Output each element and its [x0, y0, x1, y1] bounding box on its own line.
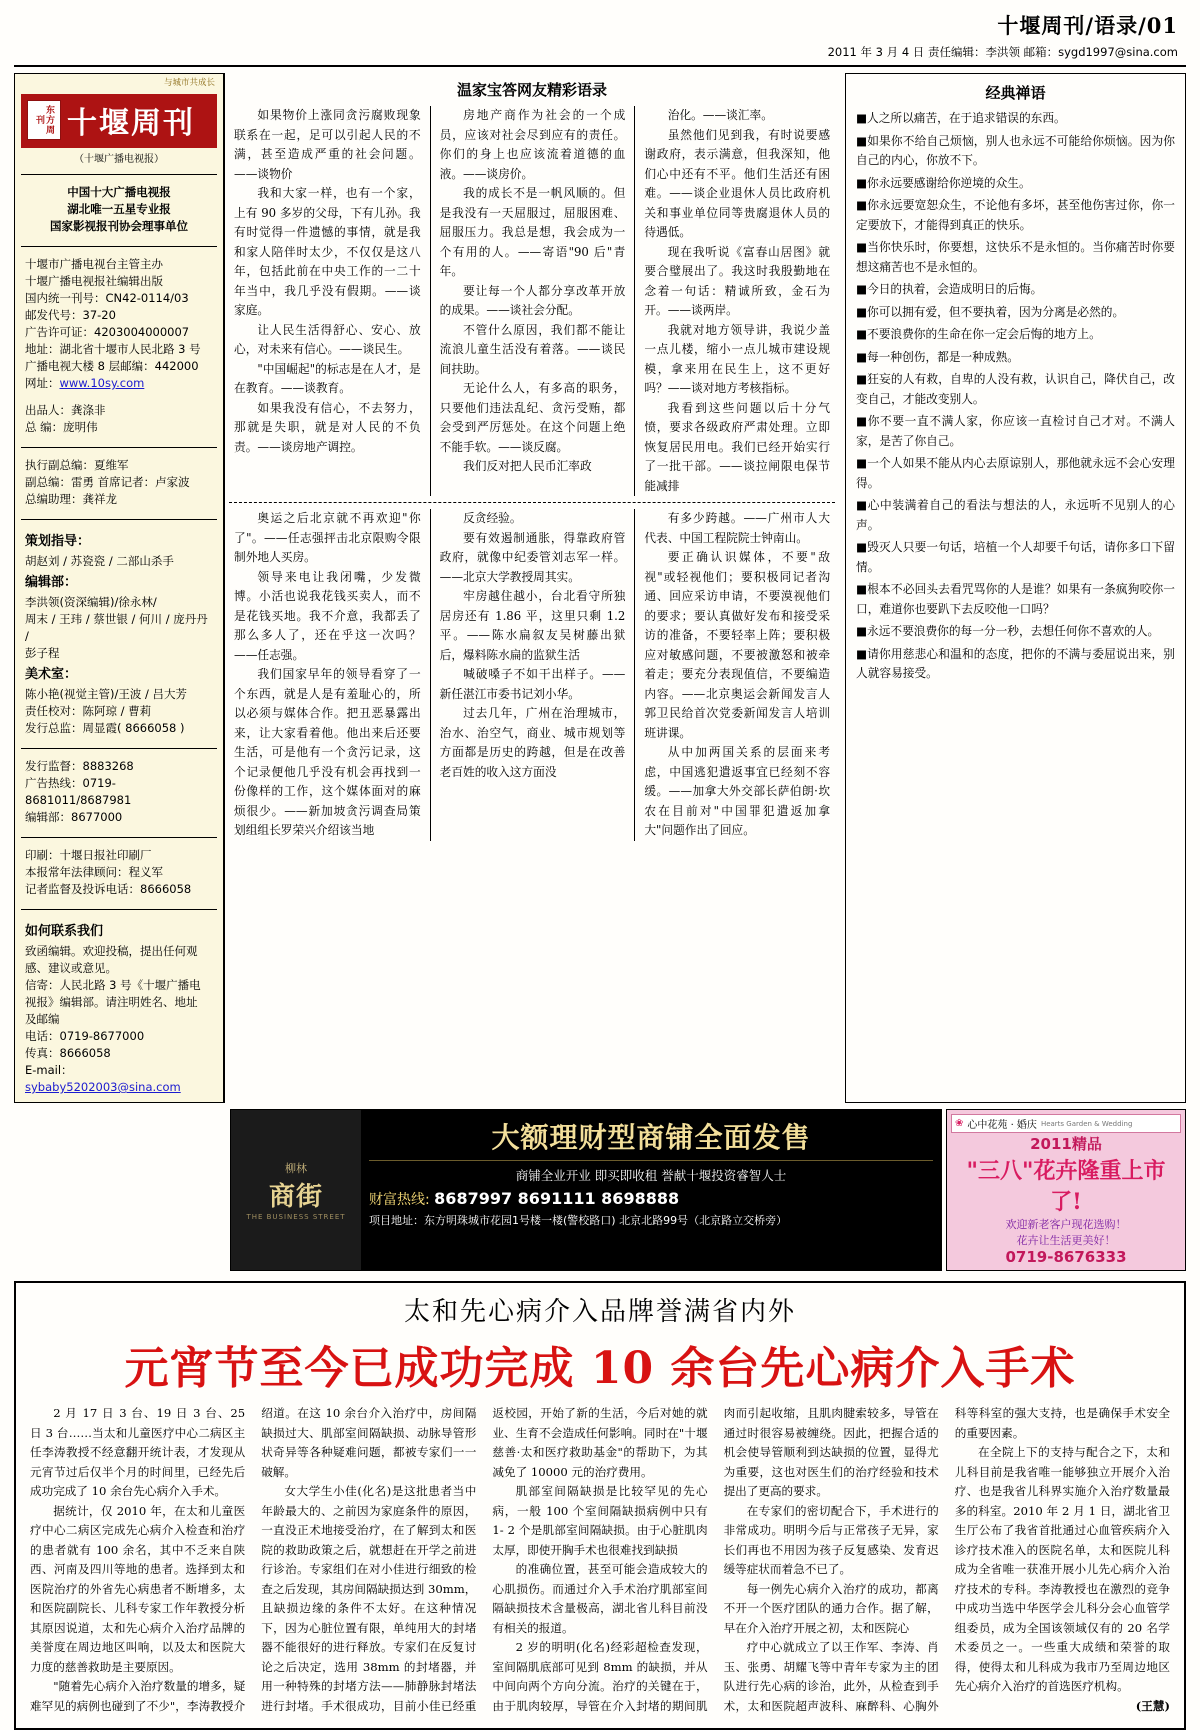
planning-title: 策划指导：: [25, 534, 91, 549]
info-line: 本报常年法律顾问：程义军: [25, 865, 163, 879]
main-grid: [14, 73, 1186, 1103]
info-line: 周末 / 王玮 / 蔡世银 / 何川 / 庞丹丹 /: [25, 612, 208, 643]
willow-address: 项目地址：东方明珠城市花园1号楼一楼(警校路口) 北京北路99号（北京路立交桥旁）: [369, 1214, 788, 1227]
zen-item: ■今日的执着，会造成明日的后悔。: [856, 282, 1043, 296]
info-line: 记者监督及投诉电话：8666058: [25, 882, 192, 896]
email-link[interactable]: sybaby5202003@sina.com: [25, 1080, 181, 1094]
zen-item: ■你永远要宽恕众生，不论他有多坏，甚至他伤害过你，你一定要放下，才能得到真正的快乐。: [856, 198, 1175, 232]
quotes-column-3: [634, 509, 839, 841]
paragraph: 治化。——谈汇率。: [667, 108, 773, 122]
website-line: 网址：www.10sy.com: [25, 376, 145, 390]
willow-brand-top: 柳林: [285, 1161, 307, 1175]
divider: [21, 837, 217, 838]
quotes-column-2: [430, 509, 635, 841]
paragraph: 牢房越住越小，台北看守所独居房还有 1.86 平，这里只剩 1.2 平。——陈水扁叙友吴树藤出狱后，爆料陈水扁的监狱生活: [439, 589, 626, 662]
zen-item: ■狂妄的人有救，自卑的人没有救，认识自己，降伏自己，改变自己，才能改变别人。: [856, 372, 1175, 406]
paragraph: 喊破嗓子不如干出样子。——新任湛江市委书记刘小华。: [439, 667, 626, 701]
zen-item: ■一个人如果不能从内心去原谅别人，那他就永远不会心安理得。: [856, 456, 1175, 490]
willow-hotline: 财富热线: 8687997 8691111 8698888: [369, 1189, 680, 1208]
willow-brand-main: 商街: [268, 1181, 323, 1212]
distribution-info: [15, 754, 223, 832]
article-column-2: [430, 106, 635, 496]
paragraph: 有多少跨越。——广州市人大代表、中国工程院院士钟南山。: [644, 511, 831, 545]
logo-name: 十堰周刊: [67, 106, 195, 141]
paragraph: 我们反对把人民币汇率政: [463, 459, 592, 473]
article-area: [224, 73, 839, 1103]
zen-column: [845, 73, 1186, 1103]
info-line: 副总编：雷勇 首席记者：卢家波: [25, 475, 190, 489]
paragraph: 2 月 17 日 3 台、19 日 3 台、25 日 3 台……当太和儿童医疗中心二病区主任李涛教授不经意翻开统计表，才发现从元宵节过后仅半个月的时间里，已经先后成功完成了 10 余台先心病介入手术。: [30, 1406, 246, 1498]
divider: [21, 447, 217, 448]
info-line: 陈小艳(视觉主管)/王波 / 吕大芳: [25, 687, 188, 701]
award-item: 湖北唯一五星专业报: [67, 202, 171, 216]
divider: [21, 519, 217, 520]
divider: [21, 748, 217, 749]
willow-subheadline: 商铺全业开业 即买即收租 誉献十堰投资睿智人士: [369, 1160, 933, 1184]
article-column-1: [225, 106, 430, 496]
flower-line-2: 花卉让生活更美好！: [1016, 1234, 1116, 1247]
info-line: 邮发代号：37-20: [25, 308, 116, 322]
award-item: 中国十大广播电视报: [67, 185, 171, 199]
zen-item: ■心中装满着自己的看法与想法的人，永远听不见别人的心声。: [856, 498, 1175, 532]
article-title: 温家宝答网友精彩语录: [456, 81, 607, 99]
flower-headline: "三八"花卉隆重上市了!: [966, 1158, 1166, 1215]
header-separator: /: [1085, 13, 1095, 38]
feature-article: [14, 1281, 1186, 1730]
paragraph: 过去几年，广州在治理城市，治水、治空气，商业、城市规划等方面都是历史的跨越，但是在改善老百姓的收入这方面没: [439, 706, 626, 779]
flower-shop-name-en: Hearts Garden & Wedding: [1040, 1119, 1133, 1128]
logo-seal: 东方周刊: [27, 100, 61, 140]
paragraph: 我的成长不是一帆风顺的。但是我没有一天屈服过，屈服困难、屈服压力。我总是想，我会成为一个有用的人。——寄语"90 后"青年。: [439, 186, 626, 278]
zen-list: [846, 109, 1185, 695]
paragraph: 房地产商作为社会的一个成员，应该对社会尽到应有的责任。你们的身上也应该流着道德的血液。——谈房价。: [439, 108, 626, 181]
paragraph: 领导来电让我闭嘴，少发微博。小活也说我花钱买卖人，而不是花钱买地。我不介意，我都丢了那么多人了，还在乎这一次吗？——任志强。: [234, 569, 421, 662]
willow-brand-block: [231, 1110, 361, 1270]
zen-item: ■如果你不给自己烦恼，别人也永远不可能给你烦恼。因为你自己的内心，你放不下。: [856, 133, 1175, 167]
paragraph: 反贪经验。: [463, 511, 522, 525]
zen-item: ■永远不要浪费你的每一分一秒，去想任何你不喜欢的人。: [856, 624, 1160, 638]
header-byline: 2011 年 3 月 4 日 责任编辑：李洪领 邮箱：sygd1997@sina.com: [827, 45, 1178, 59]
paragraph: 如果我没有信心，不去努力，那就是失职，就是对人民的不负责。——谈房地产调控。: [234, 400, 421, 454]
paragraph: 疗中心就成立了以王作军、李涛、肖玉、张勇、胡耀飞等中青年专家为主的团队进行先心病的诊治，此外，从检查到手术，太和医院超声波科、麻醉科、心胸外科等科室的强大支持，也是确保手术安全的重要因素。: [723, 1406, 1170, 1713]
paragraph: 每一例先心病介入治疗的成功，都离不开一个医疗团队的通力合作。据了解，早在介入治疗开展之初，太和医院心: [723, 1581, 939, 1635]
info-line: 出品人：龚涤非: [25, 403, 106, 417]
info-line: 总 编：庞明伟: [25, 420, 98, 434]
divider: [21, 174, 217, 175]
feature-headline: 元宵节至今已成功完成 10 余台先心病介入手术: [124, 1343, 1076, 1394]
quotes-column-1: [225, 509, 430, 841]
page-header: [14, 0, 1186, 42]
info-line: 发行总监：周显霞( 8666058 ): [25, 721, 185, 735]
zen-item: ■人之所以痛苦，在于追求错误的东西。: [856, 111, 1066, 125]
info-line: 发行监督：8883268: [25, 759, 134, 773]
willow-hotline-number: 8687997 8691111 8698888: [434, 1189, 680, 1208]
flower-phone: 0719-8676333: [1005, 1248, 1127, 1266]
header-rule: [14, 65, 1186, 67]
info-line: 责任校对：陈阿琼 / 曹莉: [25, 704, 152, 718]
info-line: 广告热线：0719-8681011/8687981: [25, 776, 132, 807]
paper-logo: [21, 94, 217, 148]
header-paper-name: 十堰周刊: [997, 13, 1086, 38]
zen-item: ■毁灭人只要一句话，培植一个人却要千句话，请你多口下留情。: [856, 540, 1175, 574]
paragraph: 我和大家一样，也有一个家，上有 90 多岁的父母，下有儿孙。我有时觉得一件遗憾的事情，就是我和家人陪伴时太少，不仅仅是这八年，包括此前在中央工作的一二十年当中，我几乎没有假期。——谈家庭。: [234, 186, 421, 317]
awards-list: [15, 180, 223, 241]
art-title: 美术室：: [25, 667, 78, 682]
flower-icon: ❀: [955, 1118, 964, 1129]
contact-section: [15, 915, 223, 1102]
willow-business-street-ad[interactable]: [230, 1109, 942, 1271]
divider: [21, 909, 217, 910]
zen-item: ■根本不必回头去看咒骂你的人是谁？如果有一条疯狗咬你一口，难道你也要趴下去反咬他一口吗？: [856, 582, 1175, 616]
paragraph: 我就对地方领导讲，我说少盖一点儿楼，缩小一点儿城市建设规模，拿来用在民生上，这不更好吗？——谈对地方考核指标。: [644, 322, 831, 395]
paragraph: 据统计，仅 2010 年，在太和儿童医疗中心二病区完成先心病介入检查和治疗的患者就有 100 余名，其中不乏来自陕西、河南及四川等地的患者。选择到太和医院治疗的外省先心病患者不断增多，太和医院副院长、儿科专家工作年教授分析其原因说道，太和先心病介入治疗品牌的美誉度在周边地区叫响，以及太和医院大力度的慈善救助是主要原因。: [30, 1503, 246, 1674]
article-column-3: [634, 106, 839, 496]
paragraph: 要正确认识媒体，不要"敌视"或轻视他们；要积极同记者沟通、回应采访申请，不要漠视他们的要求；要认真做好发布和接受采访的准备，不要轻率上阵；要积极应对敏感问题，不要被激怒和被牵着走；要充分表现值信，不要编造内容。——北京奥运会新闻发言人郭卫民给首次党委新闻发言人培训班讲课。: [644, 550, 831, 740]
willow-ad-content: [361, 1110, 941, 1270]
section-divider: [229, 502, 835, 503]
paragraph: "中国崛起"的标志是在人才，是在教育。——谈教育。: [234, 361, 421, 395]
editorial-leadership: [15, 453, 223, 514]
info-line: 胡赵刘 / 苏瓷瓷 / 二部山杀手: [25, 554, 174, 568]
paragraph: 让人民生活得舒心、安心、放心，对未来有信心。——谈民生。: [234, 322, 421, 356]
info-line: 及邮编: [25, 1012, 60, 1026]
info-line: 彭子程: [25, 646, 60, 660]
flower-shop-name: 心中花苑 · 婚庆: [967, 1120, 1037, 1131]
paragraph: 如果物价上涨同贪污腐败现象联系在一起，足可以引起人民的不满，甚至造成严重的社会问题。——谈物价: [234, 108, 421, 181]
paragraph: 从中加两国关系的层面来考虑，中国逃犯遣返事宜已经刻不容缓。——加拿大外交部长萨伯朗·坎农在目前对"中国罪犯遣返加拿大"问题作出了回应。: [644, 745, 831, 837]
paragraph: 在全院上下的支持与配合之下，太和儿科目前是我省唯一能够独立开展介入治疗、也是我省儿科界实施介入治疗数量最多的科室。2010 年 2 月 1 日，湖北省卫生厅公布了我省首批通过心血管疾病介入诊疗技术准入的医院名单，太和医院儿科成为全省唯一获准开展小儿先心病介入治疗技术的专科。李涛教授也在激烈的竞争中成功当选中华医学会儿科分会心血管学组委员，成为全国该领域仅有的 20 名学术委员之一。一些重大成绩和荣誉的取得，使得太和儿科成为我市乃至周边地区先心病介入治疗的首选医疗机构。: [954, 1445, 1170, 1693]
flower-shop-header: [951, 1114, 1181, 1133]
zen-item: ■你可以拥有爱，但不要执着，因为分离是必然的。: [856, 304, 1125, 319]
zen-title: 经典禅语: [985, 84, 1046, 102]
planning-section: [15, 525, 223, 743]
paragraph: 要让每一个人都分享改革开放的成果。——谈社会分配。: [439, 283, 626, 317]
flower-year: 2011精品: [1030, 1135, 1102, 1153]
feature-body: [30, 1404, 1170, 1716]
paragraph: 不管什么原因，我们都不能让流浪儿童生活没有着落。——谈民间扶助。: [439, 322, 626, 376]
paragraph: 要有效遏制通胀，得靠政府管政府，就像中纪委管刘志军一样。——北京大学教授周其实。: [439, 530, 626, 584]
info-line: 电话：0719-8677000: [25, 1029, 145, 1043]
zen-box: [845, 73, 1186, 1103]
flower-shop-ad[interactable]: [946, 1109, 1186, 1271]
info-line: 致函编辑。欢迎投稿，提出任何观: [25, 944, 198, 958]
paragraph: 奥运之后北京就不再欢迎"你了"。——任志强抨击北京限购令限制外地人买房。: [234, 511, 421, 564]
info-line: 国内统一刊号：CN42-0114/03: [25, 291, 189, 305]
info-line: 广播电视大楼 8 层邮编：442000: [25, 359, 199, 373]
header-section: 语录: [1094, 13, 1139, 38]
paragraph: "随着先心病介入治疗数量的增多，疑难罕见的病例也碰到了不少"，李涛教授介绍道。在这 10 余台介入治疗中，房间隔缺损过大、肌部室间隔缺损、动脉导管形状奇异等各种疑难问题，都被专家们一一破解。: [30, 1406, 477, 1713]
feature-signature: (王慧): [1135, 1698, 1170, 1713]
info-line: 十堰市广播电视台主管主办: [25, 257, 163, 271]
info-line: 信寄：人民北路 3 号《十堰广播电: [25, 978, 201, 992]
paragraph: 在专家们的密切配合下，手术进行的非常成功。明明今后与正常孩子无异，家长们再也不用因为孩子反复感染、发育迟缓等症状而着急不已了。: [723, 1503, 939, 1576]
paragraph: 2 岁的明明(化名)经彩超检查发现，室间隔肌底部可见到 8mm 的缺损，并从中间向两个方向分流。治疗的关键在于，由于肌肉较厚，导管在介入封堵的期间肌肉而引起收缩，且肌肉腱索较多，导管在通过时很容易被缠绕。因此，把握合适的机会使导管顺利到达缺损的位置，显得尤为重要，这也对医生们的治疗经验和技术提出了更高的要求。: [492, 1406, 939, 1713]
paragraph: 肌部室间隔缺损是比较罕见的先心病，一般 100 个室间隔缺损病例中只有 1- 2 个是肌部室间隔缺损。由于心脏肌肉太厚，即使开胸手术也很难找到缺损: [492, 1484, 708, 1557]
zen-item: ■你不要一直不满人家，你应该一直检讨自己才对。不满人家，是苦了你自己。: [856, 414, 1175, 448]
publication-info: [15, 252, 223, 398]
info-line: 视报》编辑部。请注明姓名、地址: [25, 995, 198, 1009]
logo-subtitle: （十堰广播电视报）: [74, 154, 164, 165]
zen-item: ■当你快乐时，你要想，这快乐不是永恒的。当你痛苦时你要想这痛苦也不是永恒的。: [856, 240, 1175, 274]
info-line: 地址：湖北省十堰市人民北路 3 号: [25, 342, 201, 356]
contact-title: 如何联系我们: [25, 924, 104, 939]
paragraph: 女大学生小佳(化名)是这批患者当中年龄最大的、之前因为家庭条件的原因，一直没正术地接受治疗，在了解到太和医院的救助政策之后，就想赶在开学之前进行诊治。专家组们在对小佳进行细致的检查之后发现，其房间隔缺损达到 30mm，且缺损边缘的条件不太好。在这种情况下，因为心脏位置有限，单纯用大的封堵器不能很好的进行释放。专家们在反复讨论之后决定，选用 38mm 的封堵器，并用一种特殊的封堵方法——肺静脉封堵法进行封堵。手术很成功，目前小佳已经重返校园，开始了新的生活，今后对她的就业、生育不会造成任何影响。同时在"十堰慈善·太和医疗救助基金"的帮助下，为其减免了 10000 元的治疗费用。: [261, 1406, 708, 1713]
award-item: 国家影视报刊协会理事单位: [50, 219, 188, 233]
info-line: 执行副总编：夏维军: [25, 458, 129, 472]
info-line: E-mail：: [25, 1063, 73, 1077]
info-line: 感、建议或意见。: [25, 961, 117, 975]
info-line: 传真：8666058: [25, 1046, 111, 1060]
editors-title: 编辑部：: [25, 575, 78, 590]
masthead-infobox-column: [14, 73, 224, 1103]
zen-item: ■每一种创伤，都是一种成熟。: [856, 349, 1019, 364]
willow-brand-sub: THE BUSINESS STREET: [246, 1212, 346, 1221]
zen-item: ■你永远要感谢给你逆境的众生。: [856, 175, 1031, 190]
info-line: 李洪领(资深编辑)/徐永林/: [25, 595, 157, 609]
divider: [21, 246, 217, 247]
website-link[interactable]: www.10sy.com: [59, 376, 145, 390]
paragraph: 我们国家早年的领导看穿了一个东西，就是人是有羞耻心的，所以必须与媒体合作。把丑恶暴露出来，让大家看着他。他出来后还要生活，可是他有一个贪污记录，这个记录便他几乎没有机会再找到一份像样的工作，这个媒体面对的麻烦很少。——新加坡贪污调查局策划组组长罗荣兴介绍该当地: [234, 667, 421, 837]
feature-kicker: 太和先心病介入品牌誉满省内外: [403, 1297, 796, 1327]
zen-item: ■请你用慈悲心和温和的态度，把你的不满与委屈说出来，别人就容易接受。: [856, 646, 1175, 680]
paragraph: 现在我听说《富春山居图》就要合璧展出了。我这时我殷勤地在念着一句话：精诚所致，金石为开。——谈两岸。: [644, 244, 831, 317]
info-line: 总编助理：龚祥龙: [25, 492, 117, 506]
paragraph: 的准确位置，甚至可能会造成较大的心肌损伤。而通过介入手术治疗肌部室间隔缺损技术含量极高，湖北省儿科目前没有相关的报道。: [492, 1562, 708, 1635]
info-line: 广告许可证：4203004000007: [25, 325, 190, 339]
paragraph: 虽然他们见到我，有时说要感谢政府，表示满意，但我深知，他们心中还有不平。他们生活还有困难。——谈企业退休人员比政府机关和事业单位同等贵腐退休人员的待遇低。: [644, 127, 831, 239]
willow-headline: 大额理财型商铺全面发售: [491, 1121, 811, 1154]
logo-tagline: 与城市共成长: [163, 78, 215, 88]
header-title: [997, 10, 1178, 40]
info-line: 编辑部：8677000: [25, 810, 123, 824]
info-line: 十堰广播电视报社编辑出版: [25, 274, 163, 288]
paragraph: 我看到这些问题以后十分气愤，要求各级政府严肃处理。立即恢复居民用电。我们已经开始实行了一批干部。——谈拉闸限电保节能减排: [644, 400, 831, 493]
header-page-number: /01: [1138, 13, 1178, 38]
flower-line-1: 欢迎新老客户现花选购！: [1005, 1218, 1127, 1231]
zen-item: ■不要浪费你的生命在你一定会后悔的地方上。: [856, 327, 1101, 341]
ad-row: [230, 1109, 1186, 1271]
printing-info: [15, 843, 223, 904]
paragraph: 无论什么人，有多高的职务，只要他们违法乱纪、贪污受贿，都会受到严厉惩处。在这个问题上绝不能手软。——谈反腐。: [439, 381, 626, 454]
leadership: [15, 398, 223, 442]
masthead-infobox: [14, 73, 224, 1103]
info-line: 印刷：十堰日报社印刷厂: [25, 848, 152, 862]
